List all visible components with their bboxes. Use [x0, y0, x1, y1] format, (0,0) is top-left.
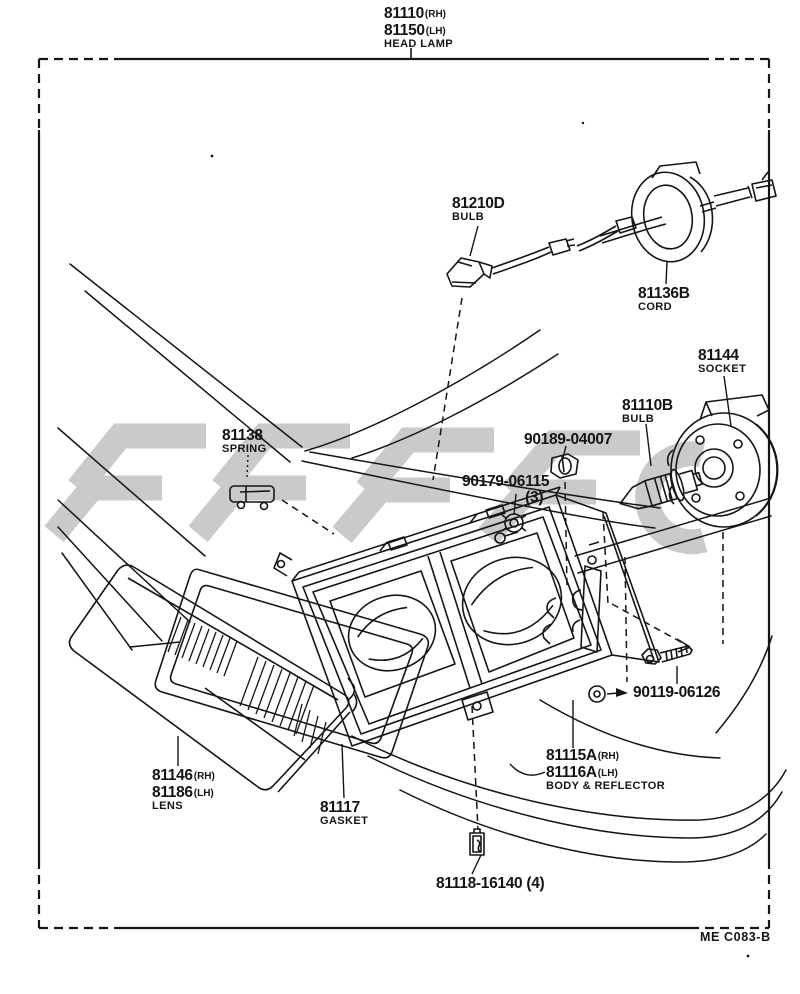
- part-number: 81116A: [546, 763, 597, 781]
- part-label-bolt-90119: [633, 685, 720, 701]
- part-name: LENS: [152, 800, 183, 813]
- part-number: 90189-04007: [524, 431, 613, 448]
- part-name: GASKET: [320, 815, 369, 828]
- part-side-suffix: (RH): [193, 771, 215, 782]
- nut-90189-sketch: [551, 454, 578, 478]
- clip-81118-sketch: [470, 829, 484, 855]
- lens-sketch: [69, 565, 356, 792]
- part-number: 81138: [222, 427, 263, 444]
- part-number: 81118-16140 (4): [436, 875, 545, 892]
- part-number: 81110B: [622, 397, 673, 414]
- part-number: 81115A: [546, 747, 597, 764]
- part-name: BULB: [452, 211, 485, 224]
- page-code: ME C083-B: [700, 930, 771, 944]
- part-number: 81110: [384, 5, 424, 22]
- part-number: 81210D: [452, 195, 505, 212]
- part-number: 81136B: [638, 285, 690, 302]
- part-number: 81144: [698, 347, 739, 364]
- part-name: BODY & REFLECTOR: [546, 780, 666, 793]
- part-label-head-lamp: [384, 6, 453, 51]
- part-number: 81150: [384, 21, 425, 39]
- part-number: 81186: [152, 783, 193, 801]
- part-side-suffix: (LH): [597, 767, 618, 779]
- part-name: SOCKET: [698, 363, 747, 376]
- part-number: 81146: [152, 767, 193, 784]
- watermark-logo: [54, 436, 704, 542]
- part-name: SPRING: [222, 443, 267, 456]
- dashed-arrowheads: [677, 639, 690, 652]
- part-side-suffix: (LH): [193, 787, 214, 799]
- part-label-spring-81138: [222, 428, 267, 456]
- part-label-gasket-81117: [320, 800, 368, 828]
- part-side-suffix: (RH): [597, 751, 619, 762]
- part-number: 90179-06115: [462, 473, 550, 490]
- bulb-81210d-sketch: [447, 217, 636, 287]
- part-label-bulb-81110b: [622, 398, 673, 426]
- part-quantity: (3): [525, 489, 544, 507]
- part-name: HEAD LAMP: [384, 38, 453, 51]
- part-name: CORD: [638, 301, 672, 314]
- part-side-suffix: (LH): [425, 25, 446, 37]
- flange-nut-sketch: [589, 686, 628, 702]
- cord-81136b-sketch: [600, 162, 776, 268]
- part-name: BULB: [622, 413, 655, 426]
- part-side-suffix: (RH): [424, 9, 447, 20]
- part-number: 90119-06126: [633, 684, 721, 701]
- part-label-lens: [152, 768, 215, 813]
- part-label-body-reflector: [546, 748, 665, 793]
- part-label-nut-90189: [524, 432, 612, 448]
- part-label-clip-81118: [436, 876, 544, 892]
- part-number: 81117: [320, 799, 360, 816]
- body-reflector-sketch: [274, 487, 659, 746]
- part-label-socket-81144: [698, 348, 746, 376]
- part-label-cord-81136b: [638, 286, 690, 314]
- part-label-bulb-81210d: [452, 196, 505, 224]
- part-label-screw-90179: [462, 474, 549, 506]
